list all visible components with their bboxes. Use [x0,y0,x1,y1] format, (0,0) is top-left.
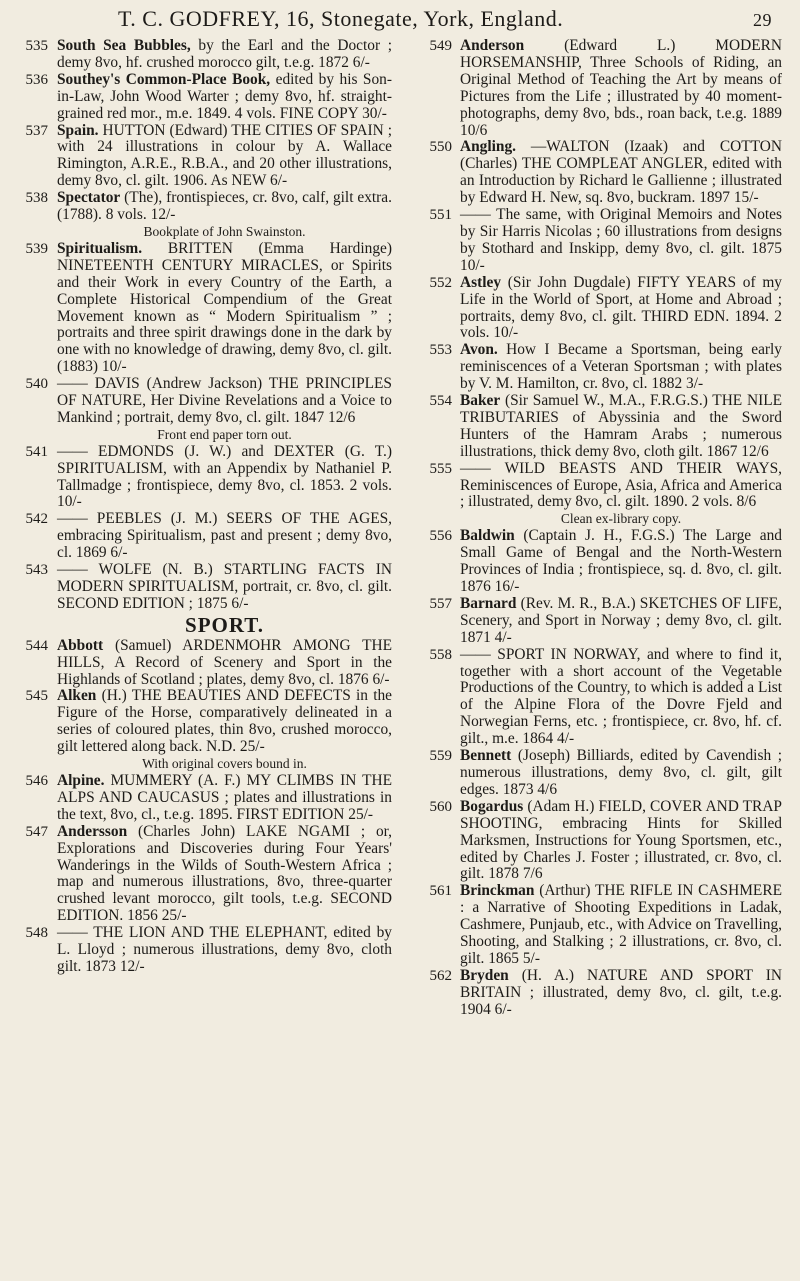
entry-description: (Rev. M. R., B.A.) SKETCHES OF LIFE, Scenery, and Sport in Norway ; demy 8vo, cl. gilt. 1871 4/- [460,594,782,646]
lot-number: 536 [25,71,48,88]
entry-description: How I Became a Sportsman, being early reminiscences of a Veteran Sportsman ; with plates by V. M. Hamilton, cr. 8vo, cl. 1882 3/- [460,341,782,393]
lot-number: 561 [429,883,452,900]
entry-description: (Arthur) THE RIFLE IN CASHMERE : a Narrative of Shooting Expeditions in Ladak, Cashmere, Punjaub, etc., with Advice on Travelling, Shooting, and Stalking ; 2 illustrations, cr. 8vo, cl. gilt. 1865 5/- [460,882,782,967]
catalogue-entry [0,511,392,562]
section-heading: SPORT. [185,612,264,637]
catalogue-entry [0,638,392,689]
entry-description: —— WILD BEASTS AND THEIR WAYS, Reminiscences of Europe, Asia, Africa and America ; illustrated, demy 8vo, cl. gilt. 1890. 2 vols. 8/6 [460,459,782,511]
catalogue-entry [0,123,392,191]
entry-author: Bennett [460,747,512,765]
page-header [0,0,800,40]
lot-number: 543 [25,562,48,579]
entry-author: Southey's Common-Place Book, [57,70,271,88]
entry-author: South Sea Bubbles, [57,37,191,54]
lot-number: 560 [429,798,452,815]
entry-author: Bogardus [460,797,524,815]
catalogue-entry [400,968,782,1019]
entry-description: (Joseph) Billiards, edited by Cavendish ; numerous illustrations, demy 8vo, cl. gilt, gilt edges. 1873 4/6 [460,747,782,798]
entry-description: (Sir Samuel W., M.A., F.R.G.S.) THE NILE TRIBUTARIES of Abyssinia and the Sword Hunters of the Hamram Arabs ; numerous illustrations, thick demy 8vo, cloth gilt. 1867 12/6 [460,392,782,460]
entry-author: Spiritualism. [57,239,143,257]
catalogue-entry [0,773,392,824]
lot-number: 557 [429,595,452,612]
entry-description: (The), frontispieces, cr. 8vo, calf, gilt extra. (1788). 8 vols. 12/- [57,189,392,224]
lot-number: 542 [25,511,48,528]
page-number: 29 [753,10,772,30]
entry-description: BRITTEN (Emma Hardinge) NINETEENTH CENTURY MIRACLES, or Spirits and their Work in every Country of the Earth, a Complete Historical Compendium of the Great Movement known as “ Modern Spiritualism ” ; portraits and three spirit drawings done in the dark by one with no knowledge of drawing, demy 8vo, cl. gilt. (1883) 10/- [57,239,392,376]
catalogue-entry [400,596,782,647]
entry-description: (Samuel) ARDENMOHR AMONG THE HILLS, A Record of Scenery and Sport in the Highlands of Scotland ; plates, demy 8vo, cl. 1876 6/- [57,636,392,688]
lot-number: 562 [429,967,452,984]
lot-number: 554 [429,393,452,410]
left-column [0,38,392,976]
entry-author: Abbott [57,636,104,654]
entry-description: —— SPORT IN NORWAY, and where to find it, together with a short account of the Vegetable Productions of the Country, to which is added a List of the Alpine Flora of the Dovre Fjeld and Norwegian Ferns, etc. ; frontispiece, cr. 8vo, hf. cf. gilt., m.e. 1864 4/- [460,645,782,748]
entry-author: Barnard [460,594,517,612]
entry-author: Alken [57,687,97,705]
catalogue-entry [400,799,782,884]
catalogue-entry [400,139,782,207]
lot-number: 539 [25,240,48,257]
entry-description: (Sir John Dugdale) FIFTY YEARS of my Life in the World of Sport, at Home and Abroad ; portraits, demy 8vo, cl. gilt. THIRD EDN. 1894. 2 vols. 10/- [460,273,782,342]
lot-number: 537 [25,122,48,139]
entry-author: Avon. [460,341,498,359]
catalogue-entry [0,376,392,444]
catalogue-entry [400,647,782,748]
entry-author: Baker [460,392,501,410]
catalogue-entry [400,461,782,529]
entry-description: —WALTON (Izaak) and COTTON (Charles) THE COMPLEAT ANGLER, edited with an Introduction by Richard le Gallienne ; illustrated by Edward H. New, sq. 8vo, buckram. 1897 15/- [460,138,782,207]
entry-description: —— PEEBLES (J. M.) SEERS OF THE AGES, embracing Spiritualism, past and present ; demy 8vo, cl. 1869 6/- [57,510,392,562]
page-header-text: T. C. GODFREY, 16, Stonegate, York, England. [118,6,564,31]
lot-number: 551 [429,207,452,224]
entry-author: Anderson [460,37,525,54]
entry-author: Astley [460,273,502,291]
catalogue-entry [0,38,392,72]
catalogue-entry [400,883,782,968]
entry-note: Bookplate of John Swainston. [143,223,306,239]
lot-number: 549 [429,38,452,54]
entry-note: Front end paper torn out. [157,426,292,442]
lot-number: 552 [429,274,452,291]
catalogue-entry [0,241,392,376]
entry-description: (Edward L.) MODERN HORSEMANSHIP, Three Schools of Riding, an Original Method of Teaching the Art by means of Pictures from the Life ; illustrated by 40 moment-photographs, demy 8vo, bds., roan back, t.e.g. 1889 10/6 [460,37,782,139]
lot-number: 547 [25,823,48,840]
lot-number: 548 [25,925,48,942]
entry-author: Brinckman [460,882,535,900]
entry-description: (Captain J. H., F.G.S.) The Large and Small Game of Bengal and the North-Western Provinces of India ; frontispiece, sq. d. 8vo, cl. gilt. 1876 16/- [460,527,782,595]
catalogue-entry [0,824,392,925]
catalogue-entry [400,207,782,275]
lot-number: 555 [429,460,452,477]
lot-number: 535 [25,38,48,54]
lot-number: 559 [429,748,452,765]
entry-author: Alpine. [57,771,105,789]
catalogue-entry [400,275,782,343]
entry-author: Andersson [57,822,128,840]
catalogue-entry [400,528,782,596]
lot-number: 538 [25,190,48,207]
entry-author: Bryden [460,966,509,984]
entry-description: (Adam H.) FIELD, COVER AND TRAP SHOOTING, embracing Hints for Skilled Marksmen, Instructions for Young Sportsmen, etc., edited by Charles J. Foster ; illustrated, cr. 8vo, cl. gilt. 1878 7/6 [460,797,782,883]
catalogue-entry [0,925,392,976]
entry-author: Angling. [460,138,517,156]
entry-description: —— DAVIS (Andrew Jackson) THE PRINCIPLES OF NATURE, Her Divine Revelations and a Voice to Mankind ; portrait, demy 8vo, cl. gilt. 1847 12/6 [57,375,392,426]
lot-number: 558 [429,646,452,663]
entry-note: Clean ex-library copy. [560,511,682,527]
lot-number: 544 [25,637,48,654]
entry-description: —— THE LION AND THE ELEPHANT, edited by L. Lloyd ; numerous illustrations, demy 8vo, cloth gilt. 1873 12/- [57,924,392,975]
catalogue-entry [0,444,392,512]
lot-number: 540 [25,376,48,393]
entry-description: (Charles John) LAKE NGAMI ; or, Explorations and Discoveries during Four Years' Wanderings in the Wilds of South-Western Africa ; map and numerous illustrations, 8vo, three-quarter crushed levant morocco, gilt tools, t.e.g. SECOND EDITION. 1856 25/- [57,822,392,925]
entry-description: (H. A.) NATURE AND SPORT IN BRITAIN ; illustrated, demy 8vo, cl. gilt, t.e.g. 1904 6/- [460,966,782,1018]
entry-description: —— WOLFE (N. B.) STARTLING FACTS IN MODERN SPIRITUALISM, portrait, cr. 8vo, cl. gilt. SECOND EDITION ; 1875 6/- [57,561,392,612]
entry-description: by the Earl and the Doctor ; demy 8vo, hf. crushed morocco gilt, t.e.g. 1872 6/- [57,37,393,71]
catalogue-entry [0,72,392,123]
lot-number: 541 [25,443,48,460]
catalogue-entry [0,562,392,613]
entry-author: Baldwin [460,527,515,545]
entry-description: MUMMERY (A. F.) MY CLIMBS IN THE ALPS AND CAUCASUS ; plates and illustrations in the text, 8vo, cl., t.e.g. 1895. FIRST EDITION 25/- [57,771,392,823]
lot-number: 556 [429,528,452,545]
entry-author: Spain. [57,121,99,139]
lot-number: 553 [429,342,452,359]
catalogue-entry [400,38,782,139]
lot-number: 550 [429,139,452,156]
entry-description: HUTTON (Edward) THE CITIES OF SPAIN ; with 24 illustrations in colour by A. Wallace Rimington, A.R.E., R.B.A., and 20 other illustrations, demy 8vo, cl. gilt. 1906. As NEW 6/- [57,121,392,190]
entry-description: —— EDMONDS (J. W.) and DEXTER (G. T.) SPIRITUALISM, with an Appendix by Nathaniel P. Tallmadge ; frontispiece, demy 8vo, cl. 1853. 2 vols. 10/- [57,442,392,511]
entry-note: With original covers bound in. [142,756,307,772]
catalogue-entry [400,748,782,799]
entry-description: (H.) THE BEAUTIES AND DEFECTS in the Figure of the Horse, comparatively delineated in a series of coloured plates, thin 8vo, crushed morocco, gilt lettered along back. N.D. 25/- [57,687,392,756]
right-column [400,38,782,1019]
lot-number: 545 [25,688,48,705]
catalogue-entry [0,190,392,241]
lot-number: 546 [25,772,48,789]
catalogue-entry [400,393,782,461]
catalogue-entry [400,342,782,393]
entry-author: Spectator [57,189,121,207]
catalogue-entry [0,688,392,773]
entry-description: edited by his Son-in-Law, John Wood Warter ; demy 8vo, hf. straight-grained red mor., m.e. 1849. 4 vols. FINE COPY 30/- [57,70,393,122]
entry-description: —— The same, with Original Memoirs and Notes by Sir Harris Nicolas ; 60 illustrations from designs by Stothard and Inskipp, demy 8vo, cl. gilt. 1875 10/- [460,206,782,274]
